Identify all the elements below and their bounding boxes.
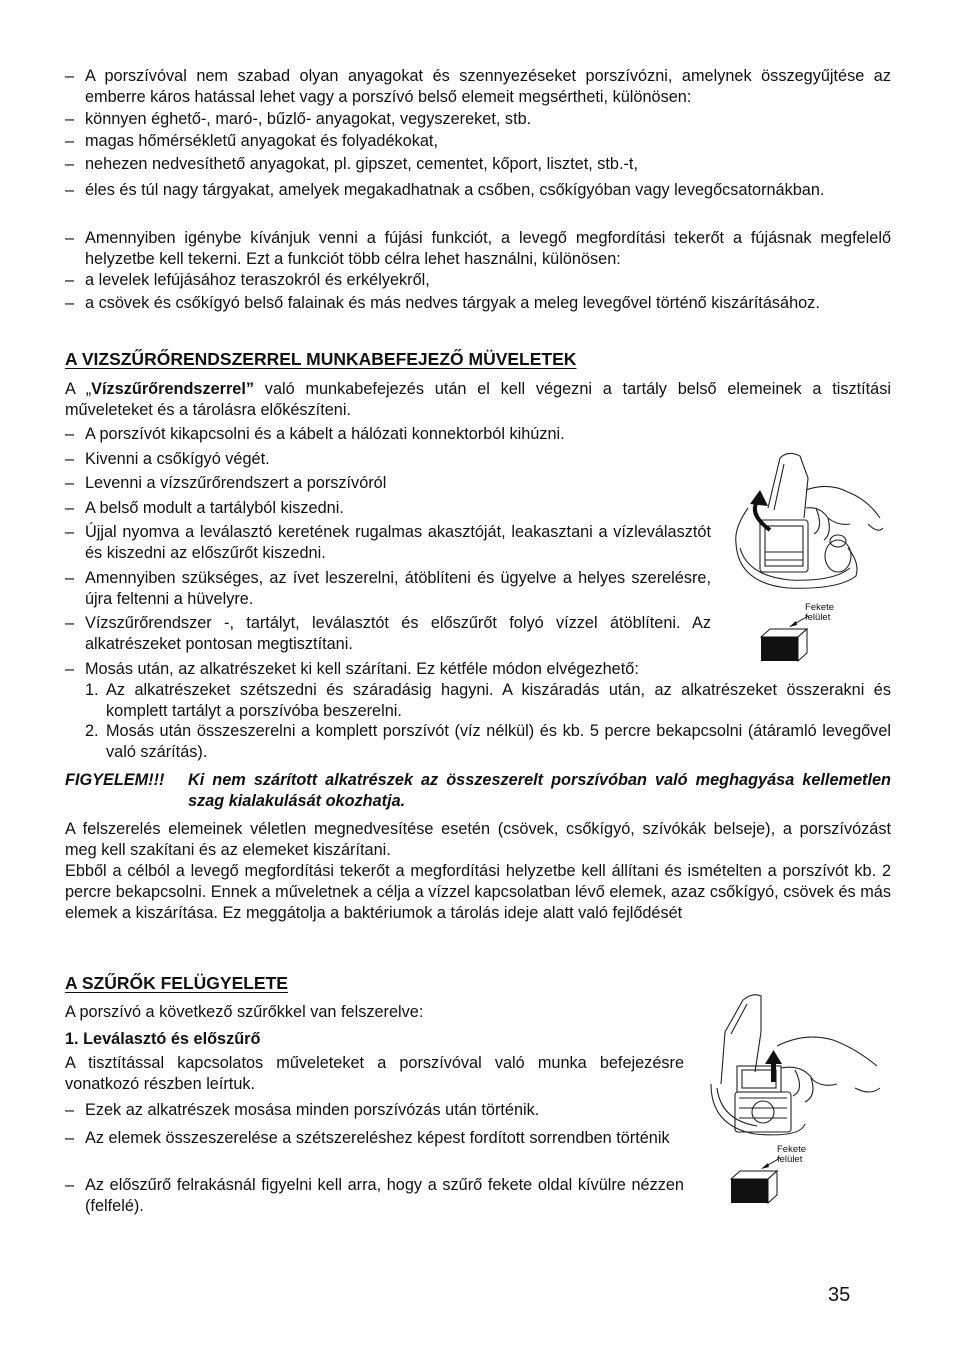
black-surface-pointer (788, 614, 810, 628)
paragraph: Ebből a célból a levegő megfordítási tekerőt a megfordítási helyzetbe kell állítani és ismételten a porszívót kb. 2 percre bekapcsolni. Ennek a műveletnek a célja a vízzel kapcsolatban lévő elemek, azaz csőkígyó, csövek és más elemek a kiszárítása. Ez meggátolja a baktériumok a tárolás ideje alatt való fejlődését (65, 862, 891, 922)
water-filter-illustration (728, 448, 888, 598)
paragraph: A tisztítással kapcsolatos műveleteket a porszívóval való munka befejezésre vonatkozó részben leírtuk. (65, 1054, 684, 1093)
list-item: – a csövek és csőkígyó belső falainak és más nedves tárgyak a meleg levegővel történő kiszárításához. (65, 294, 820, 312)
figure-label: Fekete felület (777, 1144, 807, 1165)
black-surface-icon (760, 628, 808, 662)
list-item: – Amennyiben igénybe kívánjuk venni a fújási funkciót, a levegő megfordítási tekerőt a fújásnak megfelelő helyzetbe kell tekerni. Ezt a funkciót több célra lehet használni, különösen: (65, 229, 891, 268)
numbered-item: 2. Mosás után összeszerelni a komplett porszívót (víz nélkül) és kb. 5 percre bekapcsolni (átáramló levegővel való szárítás). (85, 722, 891, 761)
list-item: – Újjal nyomva a leválasztó keretének rugalmas akasztóját, leakasztani a vízleválasztót és kiszedni az előszűrőt kiszedni. (65, 523, 711, 562)
list-item: – magas hőmérsékletű anyagokat és folyadékokat, (65, 132, 438, 150)
list-item: – A belső modult a tartályból kiszedni. (65, 499, 344, 517)
section-intro: A porszívó a következő szűrőkkel van felszerelve: (65, 1003, 424, 1021)
prefilter-illustration (705, 992, 885, 1142)
figure-label: Fekete felület (805, 602, 835, 623)
list-item: – A porszívóval nem szabad olyan anyagokat és szennyezéseket porszívózni, amelynek összegyűjtése az emberre káros hatással lehet vagy a porszívó belső elemeit megsértheti, különösen: (65, 67, 891, 106)
black-surface-pointer (760, 1156, 782, 1170)
section-title: A SZŰRŐK FELÜGYELETE (65, 973, 288, 993)
section-title: A VIZSZŰRŐRENDSZERREL MUNKABEFEJEZŐ MÜVELETEK (65, 349, 577, 369)
warning-note: FIGYELEM!!! Ki nem szárított alkatrészek az összeszerelt porszívóban való meghagyása kellemetlen szag kialakulását okozhatja. (65, 771, 891, 810)
list-item: – A porszívót kikapcsolni és a kábelt a hálózati konnektorból kihúzni. (65, 425, 565, 443)
subheading: 1. Leválasztó és előszűrő (65, 1030, 261, 1048)
paragraph: A felszerelés elemeinek véletlen megnedvesítése esetén (csövek, csőkígyó, szívókák belseje), a porszívózást meg kell szakítani és az elemeket kiszárítani. (65, 820, 891, 859)
list-item: – Az elemek összeszerelése a szétszereléshez képest fordított sorrendben történik (65, 1129, 670, 1147)
list-item: – Amennyiben szükséges, az ívet leszerelni, átöblíteni és ügyelve a helyes szerelésre, újra feltenni a hüvelyre. (65, 569, 711, 608)
list-item: – nehezen nedvesíthető anyagokat, pl. gipszet, cementet, kőport, lisztet, stb.-t, (65, 155, 638, 173)
list-item: – Kivenni a csőkígyó végét. (65, 450, 270, 468)
page-number: 35 (828, 1284, 851, 1306)
list-item: – Az előszűrő felrakásnál figyelni kell arra, hogy a szűrő fekete oldal kívülre nézzen (felfelé). (65, 1176, 684, 1215)
section-intro: A „Vízszűrőrendszerrel” való munkabefejezés után el kell végezni a tartály belső elemeinek a tisztítási műveleteket és a tárolásra előkészíteni. (65, 380, 891, 419)
numbered-item: 1. Az alkatrészeket szétszedni és száradásig hagyni. A kiszáradás után, az alkatrészeket összerakni és komplett tartályt a porszívóba beszerelni. (85, 681, 891, 720)
list-item: – könnyen éghető-, maró-, bűzlő- anyagokat, vegyszereket, stb. (65, 110, 532, 128)
list-item: – Mosás után, az alkatrészeket ki kell szárítani. Ez kétféle módon elvégezhető: (65, 660, 639, 678)
list-item: – Vízszűrőrendszer -, tartályt, leválasztót és előszűrőt folyó vízzel átöblíteni. Az alkatrészeket pontosan megtisztítani. (65, 614, 711, 653)
list-item: – Levenni a vízszűrőrendszert a porszívóról (65, 474, 387, 492)
black-surface-icon (730, 1170, 778, 1204)
list-item: – a levelek lefújásához teraszokról és erkélyekről, (65, 271, 430, 289)
list-item: – éles és túl nagy tárgyakat, amelyek megakadhatnak a csőben, csőkígyóban vagy levegőcsatornákban. (65, 181, 825, 199)
list-item: – Ezek az alkatrészek mosása minden porszívózás után történik. (65, 1101, 540, 1119)
